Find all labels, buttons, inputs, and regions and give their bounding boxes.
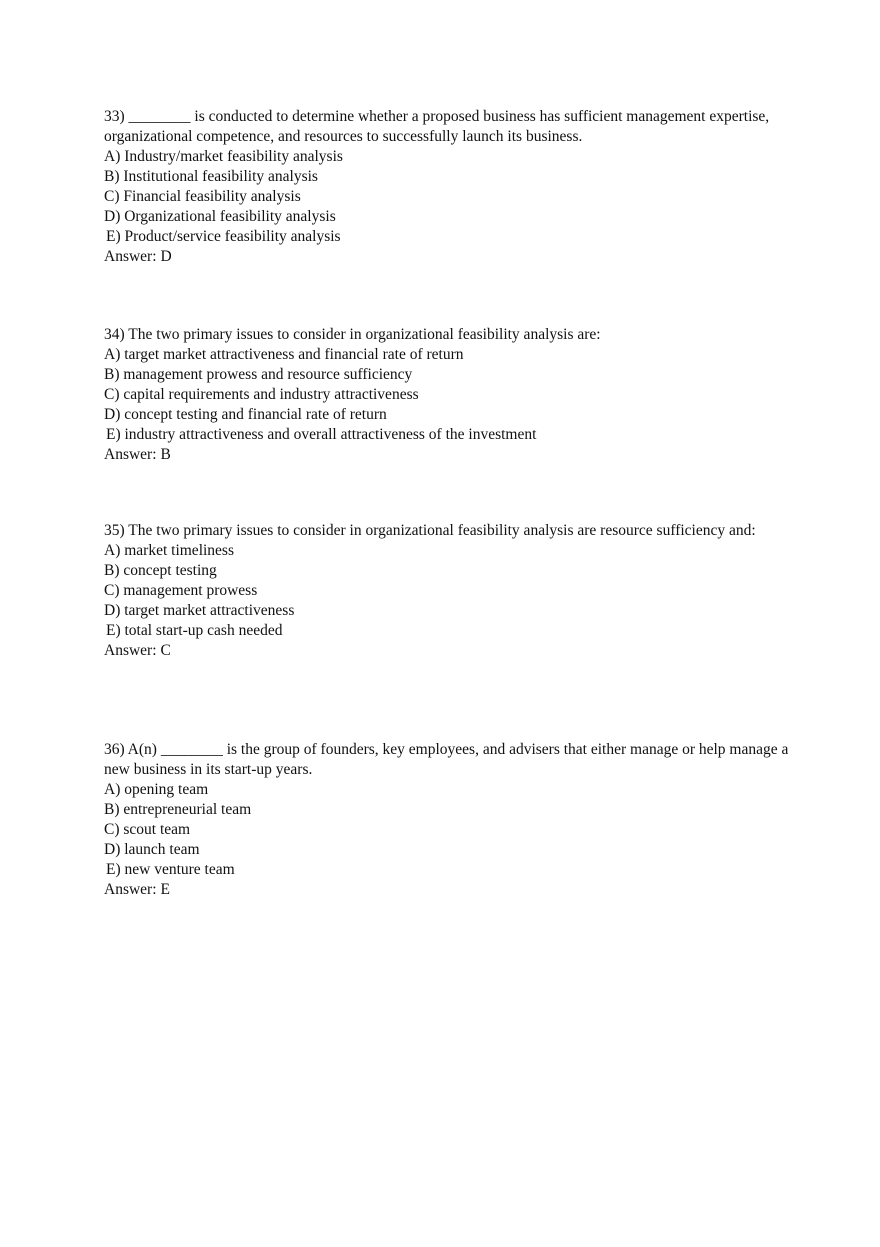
option-list [104, 541, 794, 641]
option-a: A) market timeliness [104, 542, 234, 559]
answer-label: Answer: [104, 881, 157, 898]
option-e: E) Product/service feasibility analysis [106, 228, 341, 245]
option-list [104, 345, 794, 445]
option-list [104, 780, 794, 880]
option-e: E) total start-up cash needed [106, 622, 283, 639]
option-a: A) target market attractiveness and financial rate of return [104, 346, 464, 363]
question-stem: 33) ________ is conducted to determine whether a proposed business has sufficient management expertise, organizational competence, and resources to successfully launch its business. [104, 108, 770, 145]
answer-line [104, 641, 794, 661]
answer-line [104, 247, 794, 267]
question-stem: 36) A(n) ________ is the group of founders, key employees, and advisers that either manage or help manage a new business in its start-up years. [104, 741, 789, 778]
question-stem: 35) The two primary issues to consider in organizational feasibility analysis are resource sufficiency and: [104, 522, 756, 539]
option-b: B) management prowess and resource sufficiency [104, 366, 413, 383]
answer-value: E [160, 881, 170, 898]
option-c: C) management prowess [104, 582, 258, 599]
option-b: B) concept testing [104, 562, 217, 579]
option-d: D) launch team [104, 841, 200, 858]
option-e: E) industry attractiveness and overall attractiveness of the investment [106, 426, 537, 443]
option-b: B) entrepreneurial team [104, 801, 252, 818]
answer-value: B [160, 446, 171, 463]
option-d: D) Organizational feasibility analysis [104, 208, 336, 225]
answer-value: C [160, 642, 171, 659]
question-stem: 34) The two primary issues to consider in organizational feasibility analysis are: [104, 326, 601, 343]
answer-value: D [160, 248, 172, 265]
option-c: C) Financial feasibility analysis [104, 188, 301, 205]
option-e: E) new venture team [106, 861, 235, 878]
question-35 [104, 521, 794, 661]
option-c: C) scout team [104, 821, 191, 838]
question-33 [104, 107, 794, 267]
option-c: C) capital requirements and industry attractiveness [104, 386, 419, 403]
answer-line [104, 445, 794, 465]
answer-label: Answer: [104, 248, 157, 265]
option-list [104, 147, 794, 247]
answer-line [104, 880, 794, 900]
option-a: A) opening team [104, 781, 209, 798]
option-b: B) Institutional feasibility analysis [104, 168, 318, 185]
option-d: D) target market attractiveness [104, 602, 295, 619]
option-d: D) concept testing and financial rate of return [104, 406, 387, 423]
answer-label: Answer: [104, 446, 157, 463]
question-36 [104, 740, 794, 900]
question-34 [104, 325, 794, 465]
option-a: A) Industry/market feasibility analysis [104, 148, 343, 165]
answer-label: Answer: [104, 642, 157, 659]
